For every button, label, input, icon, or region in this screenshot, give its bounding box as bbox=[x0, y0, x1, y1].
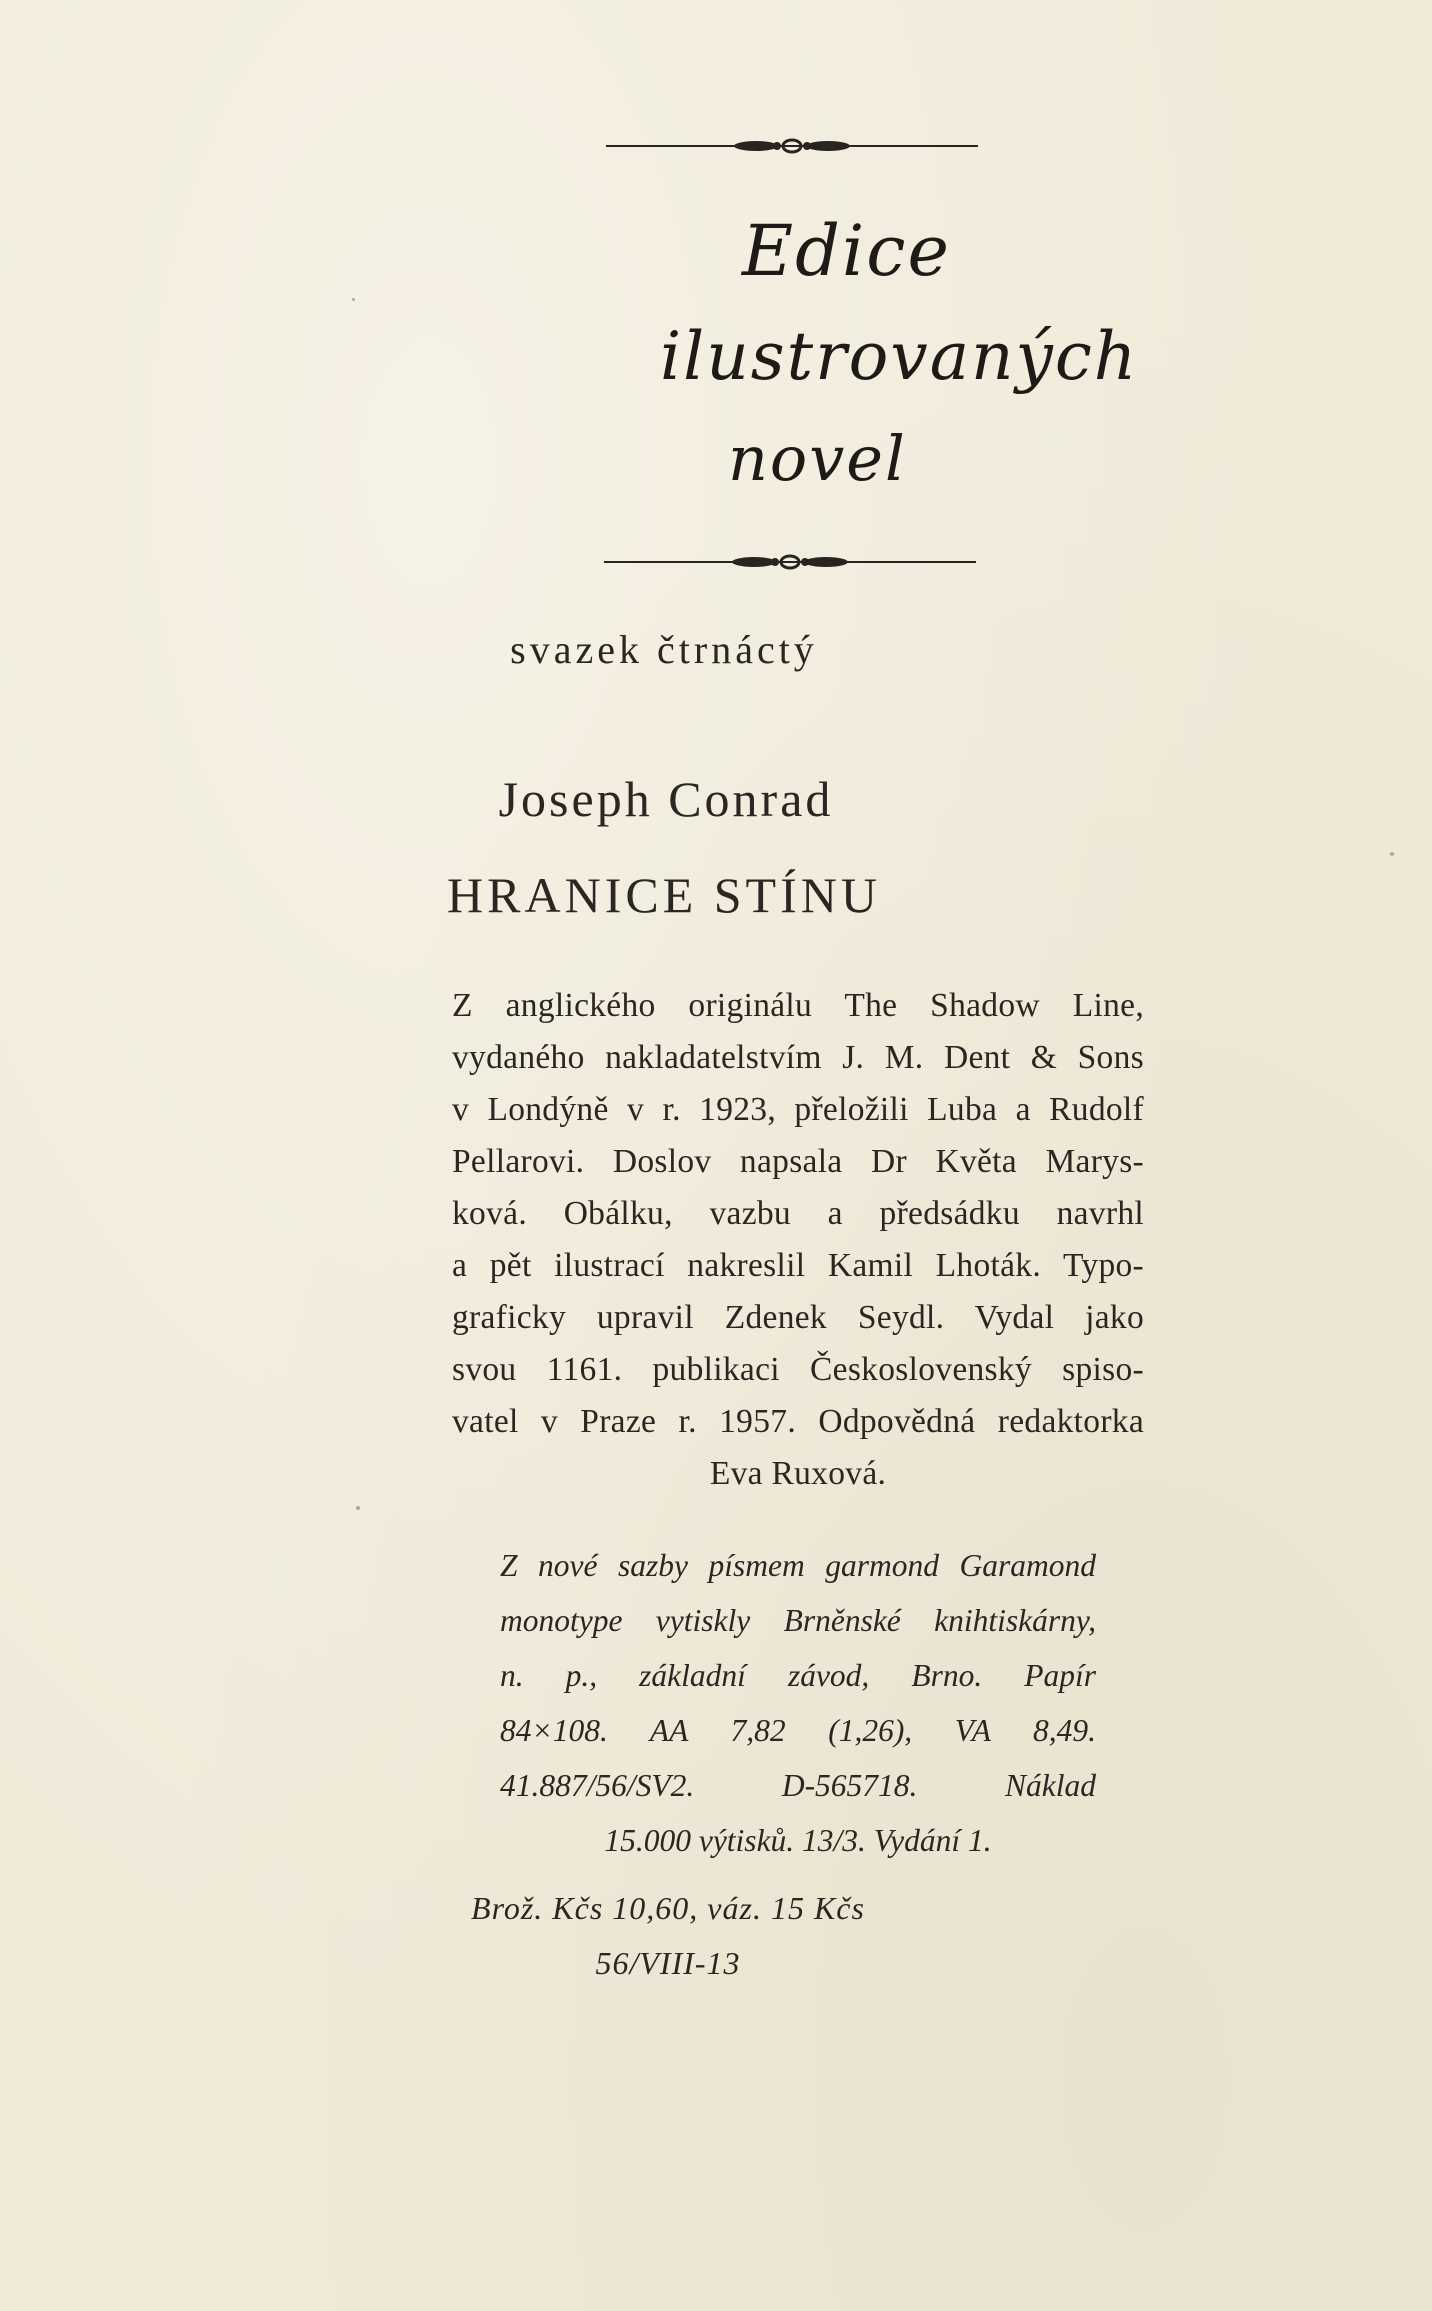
catalog-code: 56/VIII-13 bbox=[595, 1945, 741, 1981]
paper-speck bbox=[352, 298, 355, 301]
imprint-line: vydaného nakladatelstvím J. M. Dent & Sons bbox=[452, 1039, 1144, 1076]
imprint-line: Z anglického originálu The Shadow Line, bbox=[452, 987, 1144, 1024]
imprint-paragraph bbox=[452, 980, 1144, 1500]
printing-line: 15.000 výtisků. 13/3. Vydání 1. bbox=[604, 1823, 992, 1858]
paper-speck bbox=[1390, 852, 1394, 856]
book-title: HRANICE STÍNU bbox=[447, 867, 881, 923]
imprint-line: a pět ilustrací nakreslil Kamil Lhoták. Typo- bbox=[452, 1247, 1144, 1284]
imprint-line: Pellarovi. Doslov napsala Dr Květa Marys- bbox=[452, 1143, 1144, 1180]
ornament-rule-bottom bbox=[604, 548, 976, 576]
printing-details bbox=[500, 1538, 1096, 1868]
imprint-line: graficky upravil Zdenek Seydl. Vydal jako bbox=[452, 1299, 1144, 1336]
printing-line: 84×108. AA 7,82 (1,26), VA 8,49. bbox=[500, 1713, 1096, 1748]
series-title-line-3: novel bbox=[728, 422, 907, 495]
paper-speck bbox=[356, 1506, 360, 1510]
printing-line: 41.887/56/SV2. D-565718. Náklad bbox=[500, 1768, 1096, 1803]
series-title-line-2: ilustrovaných bbox=[660, 318, 1139, 395]
imprint-line: vatel v Praze r. 1957. Odpovědná redaktorka bbox=[452, 1403, 1144, 1440]
ornament-rule-top bbox=[606, 132, 978, 160]
price-line: Brož. Kčs 10,60, váz. 15 Kčs bbox=[471, 1890, 865, 1926]
volume-number: svazek čtrnáctý bbox=[510, 627, 818, 672]
author-name: Joseph Conrad bbox=[498, 771, 834, 827]
imprint-line: Eva Ruxová. bbox=[709, 1455, 887, 1492]
printing-line: monotype vytiskly Brněnské knihtiskárny, bbox=[500, 1603, 1096, 1638]
printing-line: n. p., základní závod, Brno. Papír bbox=[500, 1658, 1096, 1693]
printing-line: Z nové sazby písmem garmond Garamond bbox=[500, 1548, 1096, 1583]
imprint-line: svou 1161. publikaci Československý spiso- bbox=[452, 1351, 1144, 1388]
imprint-line: ková. Obálku, vazbu a předsádku navrhl bbox=[452, 1195, 1144, 1232]
series-title-line-1: Edice bbox=[742, 210, 951, 292]
imprint-line: v Londýně v r. 1923, přeložili Luba a Rudolf bbox=[452, 1091, 1144, 1128]
